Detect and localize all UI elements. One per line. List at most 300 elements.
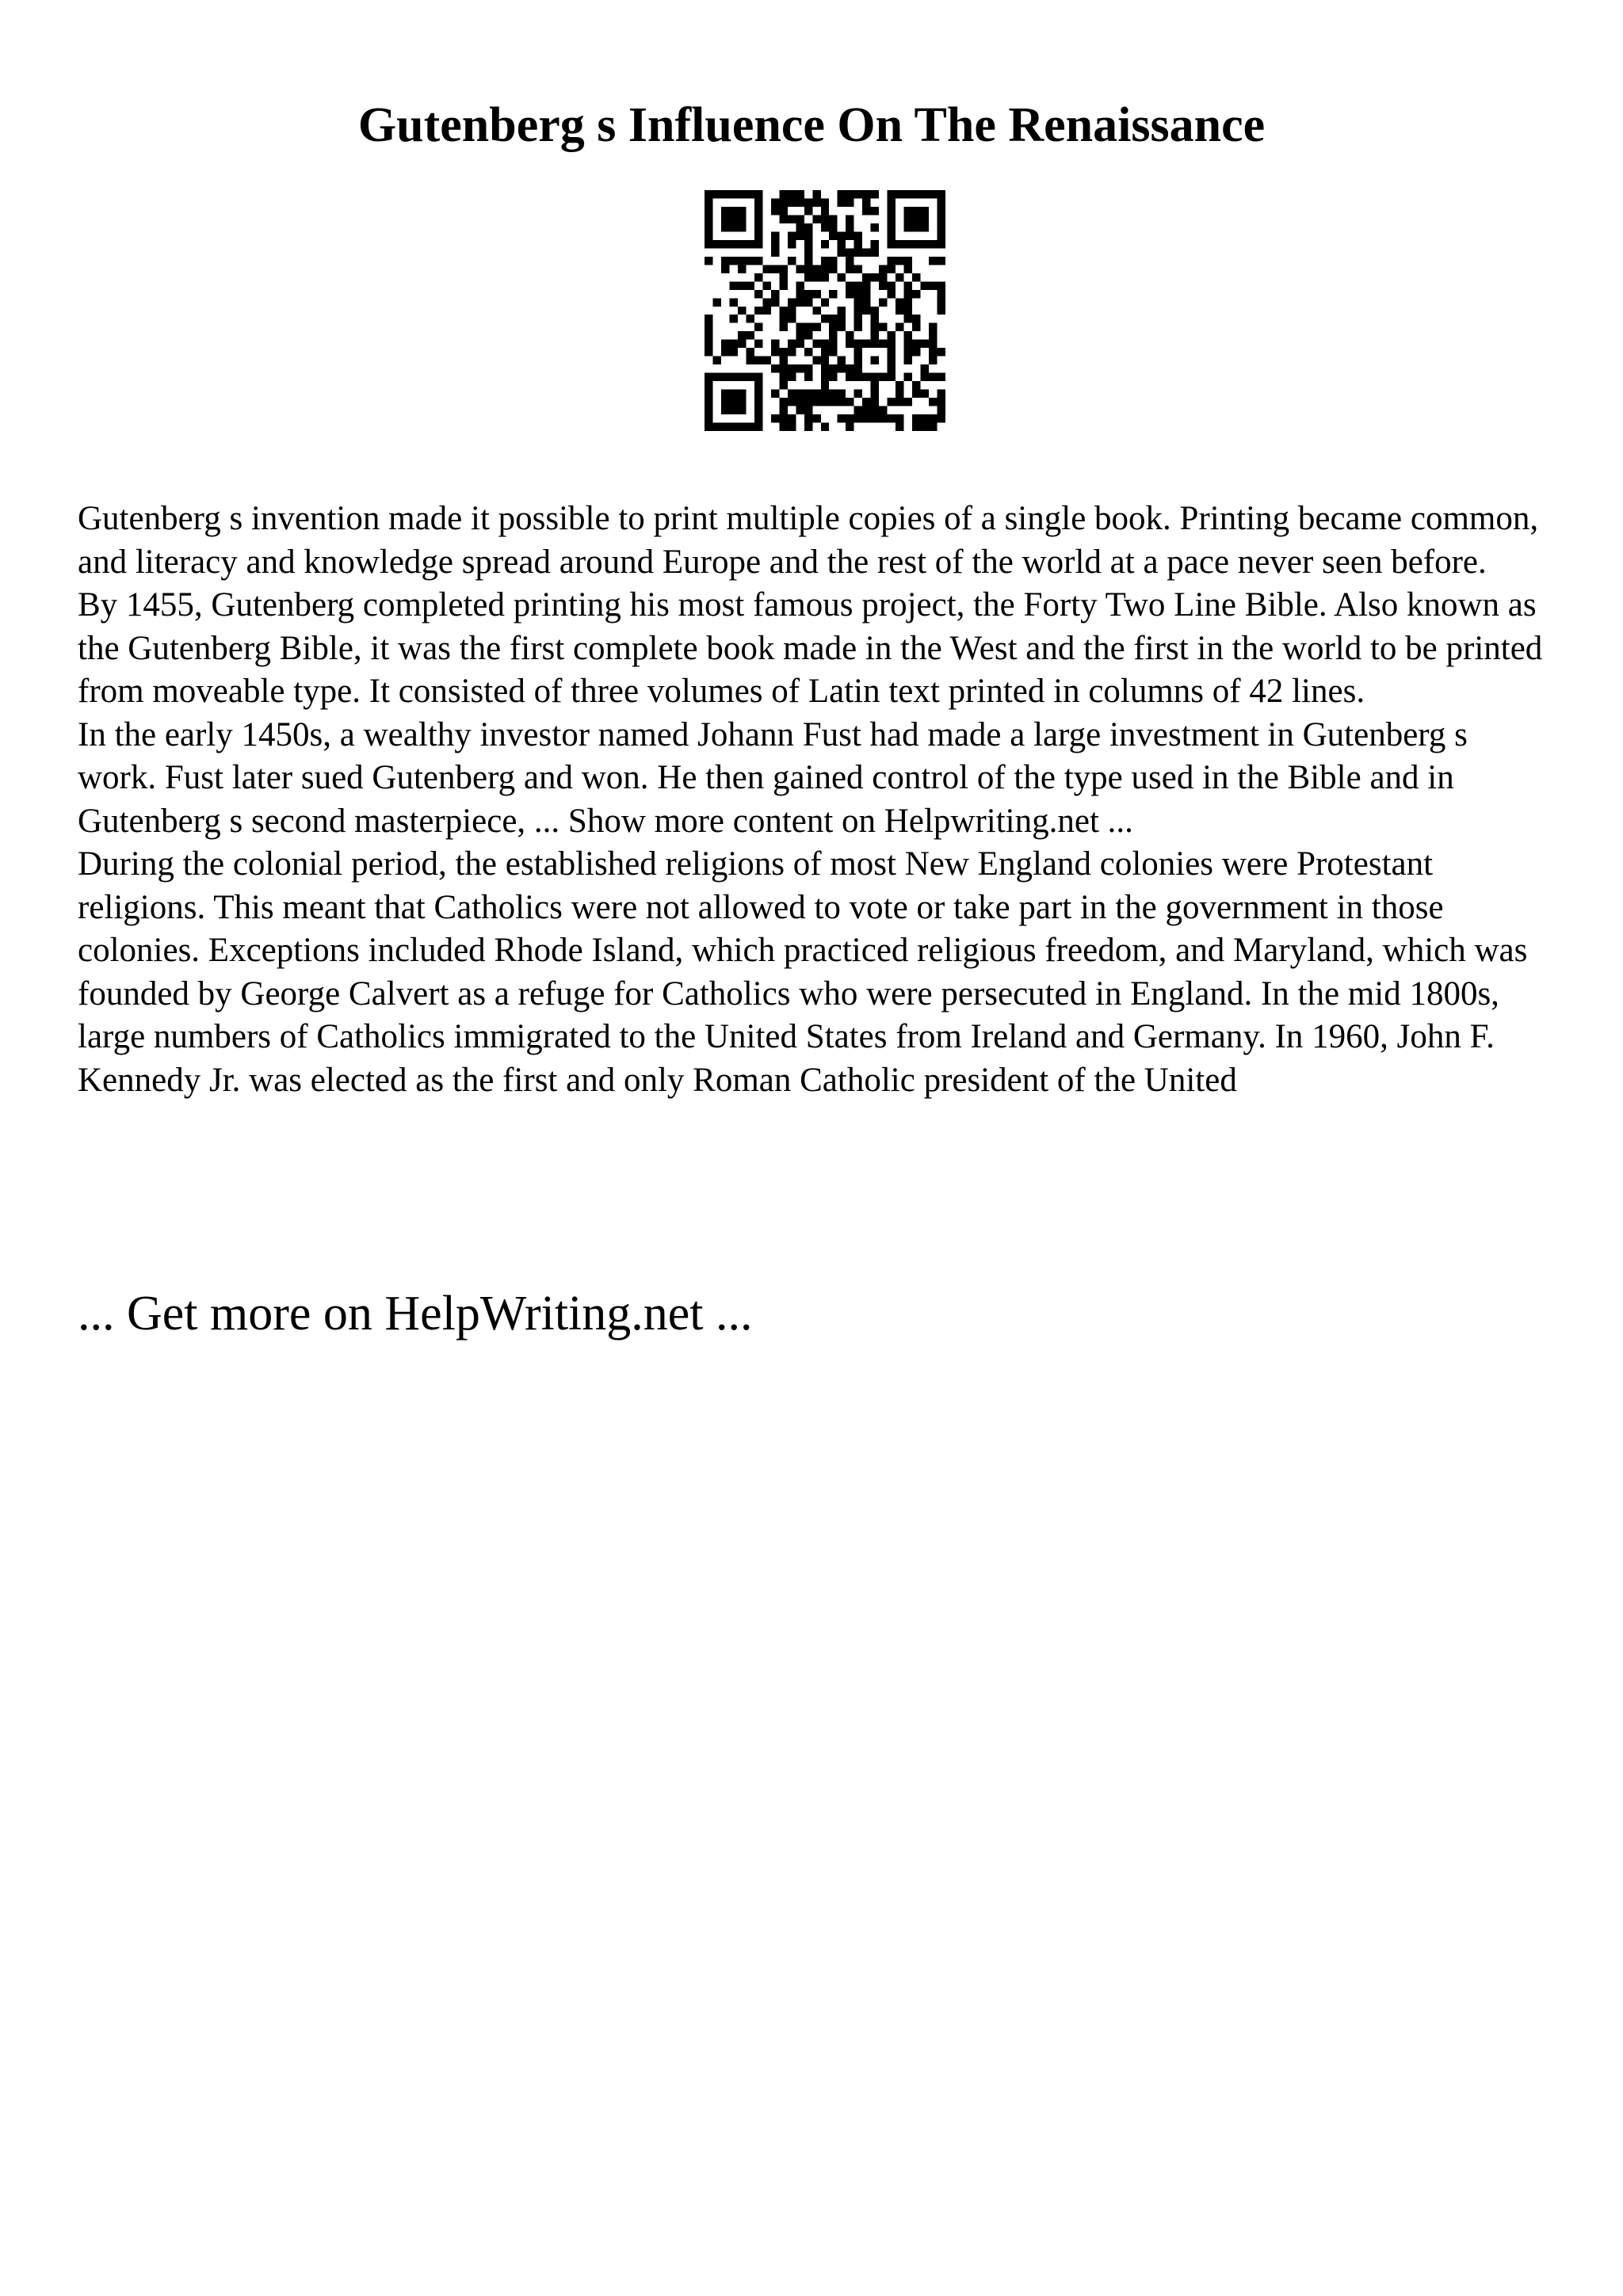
qr-module <box>929 423 937 431</box>
qr-module <box>896 423 903 431</box>
qr-module <box>812 265 820 273</box>
qr-module <box>754 207 762 215</box>
qr-module <box>912 381 920 389</box>
qr-module <box>729 423 737 431</box>
qr-module <box>912 223 920 231</box>
qr-module <box>838 198 846 206</box>
qr-module <box>888 190 896 198</box>
qr-module <box>888 331 896 339</box>
qr-module <box>838 323 846 331</box>
qr-module <box>929 190 937 198</box>
qr-module <box>821 340 829 348</box>
qr-module <box>904 298 912 306</box>
qr-module <box>854 290 862 298</box>
qr-module <box>904 190 912 198</box>
qr-module <box>912 207 920 215</box>
qr-module <box>904 257 912 265</box>
qr-module <box>846 423 854 431</box>
qr-module <box>854 190 862 198</box>
qr-module <box>921 215 929 223</box>
qr-module <box>871 248 879 256</box>
qr-module <box>888 207 896 215</box>
qr-module <box>771 207 779 215</box>
qr-module <box>871 340 879 348</box>
qr-module <box>888 265 896 273</box>
qr-module <box>938 398 945 406</box>
qr-module <box>821 257 829 265</box>
qr-module <box>746 240 754 248</box>
qr-module <box>788 231 796 239</box>
qr-module <box>904 398 912 406</box>
qr-module <box>746 281 754 289</box>
qr-module <box>879 340 887 348</box>
qr-module <box>879 323 887 331</box>
qr-module <box>738 257 746 265</box>
qr-module <box>812 340 820 348</box>
qr-module <box>705 231 712 239</box>
qr-module <box>888 223 896 231</box>
qr-module <box>879 281 887 289</box>
qr-module <box>738 340 746 348</box>
qr-module <box>779 307 787 315</box>
qr-module <box>904 281 912 289</box>
qr-module <box>729 298 737 306</box>
qr-module <box>846 248 854 256</box>
qr-module <box>705 207 712 215</box>
qr-module <box>854 348 862 356</box>
qr-module <box>788 373 796 381</box>
qr-module <box>854 364 862 372</box>
qr-module <box>938 240 945 248</box>
qr-module <box>912 348 920 356</box>
qr-module <box>779 398 787 406</box>
qr-module <box>712 373 720 381</box>
qr-module <box>721 257 729 265</box>
qr-module <box>754 423 762 431</box>
qr-module <box>921 414 929 422</box>
qr-module <box>862 373 870 381</box>
qr-module <box>729 207 737 215</box>
qr-module <box>888 215 896 223</box>
qr-module <box>779 273 787 281</box>
qr-module <box>904 290 912 298</box>
qr-module <box>738 281 746 289</box>
qr-module <box>754 357 762 364</box>
qr-module <box>821 348 829 356</box>
qr-module <box>879 265 887 273</box>
qr-module <box>729 398 737 406</box>
qr-module <box>879 414 887 422</box>
qr-module <box>912 315 920 322</box>
qr-module <box>754 323 762 331</box>
qr-module <box>904 307 912 315</box>
qr-module <box>788 364 796 372</box>
qr-module <box>804 414 812 422</box>
qr-module <box>771 265 779 273</box>
qr-module <box>929 348 937 356</box>
qr-module <box>888 231 896 239</box>
qr-module <box>821 207 829 215</box>
qr-module <box>846 223 854 231</box>
qr-module <box>762 357 770 364</box>
qr-module <box>729 373 737 381</box>
qr-module <box>896 323 903 331</box>
qr-module <box>862 398 870 406</box>
qr-module <box>929 373 937 381</box>
qr-module <box>854 240 862 248</box>
qr-module <box>921 390 929 398</box>
qr-module <box>854 281 862 289</box>
qr-module <box>804 273 812 281</box>
qr-module <box>796 364 804 372</box>
qr-module <box>754 231 762 239</box>
qr-module <box>804 198 812 206</box>
qr-module <box>705 414 712 422</box>
qr-module <box>888 414 896 422</box>
qr-module <box>862 298 870 306</box>
qr-module <box>912 390 920 398</box>
qr-module <box>846 331 854 339</box>
qr-module <box>821 364 829 372</box>
qr-module <box>854 231 862 239</box>
qr-module <box>804 290 812 298</box>
qr-code-icon <box>705 190 945 431</box>
qr-module <box>804 248 812 256</box>
qr-module <box>796 223 804 231</box>
qr-module <box>705 198 712 206</box>
qr-module <box>779 414 787 422</box>
qr-module <box>746 373 754 381</box>
qr-module <box>938 298 945 306</box>
qr-module <box>938 257 945 265</box>
qr-module <box>912 215 920 223</box>
qr-module <box>812 390 820 398</box>
qr-module <box>921 340 929 348</box>
qr-module <box>938 223 945 231</box>
qr-module <box>705 340 712 348</box>
qr-module <box>738 331 746 339</box>
qr-module <box>779 215 787 223</box>
qr-module <box>846 215 854 223</box>
qr-module <box>871 207 879 215</box>
qr-module <box>921 240 929 248</box>
qr-module <box>721 398 729 406</box>
qr-module <box>796 340 804 348</box>
qr-module <box>871 190 879 198</box>
qr-module <box>738 207 746 215</box>
qr-module <box>721 423 729 431</box>
qr-module <box>771 231 779 239</box>
qr-module <box>821 357 829 364</box>
qr-module <box>771 298 779 306</box>
qr-module <box>829 340 837 348</box>
qr-module <box>754 340 762 348</box>
qr-module <box>721 390 729 398</box>
qr-module <box>938 373 945 381</box>
get-more-link[interactable]: ... Get more on HelpWriting.net ... <box>78 1287 753 1341</box>
qr-module <box>779 364 787 372</box>
qr-module <box>912 414 920 422</box>
qr-module <box>804 331 812 339</box>
qr-module <box>829 398 837 406</box>
qr-module <box>862 414 870 422</box>
qr-module <box>705 215 712 223</box>
qr-module <box>788 340 796 348</box>
qr-module <box>904 223 912 231</box>
qr-module <box>896 273 903 281</box>
qr-module <box>871 273 879 281</box>
qr-module <box>829 364 837 372</box>
qr-module <box>871 357 879 364</box>
qr-module <box>938 307 945 315</box>
qr-module <box>888 373 896 381</box>
qr-module <box>779 348 787 356</box>
qr-module <box>838 364 846 372</box>
qr-module <box>779 190 787 198</box>
qr-module <box>821 273 829 281</box>
qr-module <box>721 265 729 273</box>
qr-module <box>938 390 945 398</box>
qr-module <box>812 190 820 198</box>
qr-module <box>804 257 812 265</box>
qr-module <box>771 198 779 206</box>
qr-module <box>762 265 770 273</box>
qr-module <box>746 190 754 198</box>
qr-module <box>721 215 729 223</box>
qr-module <box>746 357 754 364</box>
qr-module <box>938 281 945 289</box>
qr-module <box>912 423 920 431</box>
qr-module <box>921 423 929 431</box>
qr-module <box>796 323 804 331</box>
qr-module <box>705 190 712 198</box>
qr-module <box>705 406 712 414</box>
qr-module <box>729 257 737 265</box>
qr-module <box>771 240 779 248</box>
qr-module <box>829 323 837 331</box>
qr-module <box>721 207 729 215</box>
qr-module <box>888 281 896 289</box>
qr-module <box>721 190 729 198</box>
qr-module <box>904 373 912 381</box>
qr-module <box>854 357 862 364</box>
qr-module <box>888 240 896 248</box>
qr-module <box>771 390 779 398</box>
qr-module <box>871 398 879 406</box>
qr-module <box>796 281 804 289</box>
qr-module <box>754 290 762 298</box>
qr-module <box>921 281 929 289</box>
paragraph-3: In the early 1450s, a wealthy investor named Johann Fust had made a large investment in Gutenberg s work. Fust later sued Gutenberg and won. He then gained control of the type used in the Bible and in Gutenberg s second masterpiece, ... Show more content on Helpwriting.net ... <box>78 715 1468 840</box>
qr-module <box>929 257 937 265</box>
qr-module <box>904 340 912 348</box>
qr-module <box>896 414 903 422</box>
qr-module <box>854 323 862 331</box>
qr-module <box>804 364 812 372</box>
qr-module <box>738 215 746 223</box>
paragraph-1: Gutenberg s invention made it possible to print multiple copies of a single book. Printing became common, and literacy and knowledge spread around Europe and the rest of the world at a pace never seen before. <box>78 500 1539 581</box>
qr-module <box>754 198 762 206</box>
qr-module <box>788 315 796 322</box>
paragraph-2: By 1455, Gutenberg completed printing his most famous project, the Forty Two Line Bible. Also known as the Gutenberg Bible, it was the first complete book made in the West and the first in the world to be printed from moveable type. It consisted of three volumes of Latin text printed in columns of 42 lines. <box>78 586 1543 710</box>
qr-module <box>821 423 829 431</box>
qr-module <box>721 373 729 381</box>
qr-module <box>862 406 870 414</box>
qr-module <box>871 323 879 331</box>
qr-module <box>912 290 920 298</box>
qr-module <box>846 414 854 422</box>
qr-module <box>846 198 854 206</box>
qr-module <box>838 240 846 248</box>
qr-module <box>929 281 937 289</box>
qr-module <box>829 331 837 339</box>
qr-module <box>904 207 912 215</box>
qr-module <box>821 265 829 273</box>
qr-module <box>754 257 762 265</box>
qr-module <box>721 406 729 414</box>
qr-module <box>779 373 787 381</box>
qr-module <box>879 406 887 414</box>
document-title: Gutenberg s Influence On The Renaissance <box>357 98 1266 152</box>
qr-module <box>771 414 779 422</box>
qr-module <box>729 390 737 398</box>
qr-module <box>796 215 804 223</box>
qr-module <box>938 215 945 223</box>
qr-module <box>738 373 746 381</box>
qr-module <box>738 265 746 273</box>
qr-module <box>712 357 720 364</box>
qr-module <box>738 223 746 231</box>
qr-module <box>921 364 929 372</box>
qr-module <box>854 298 862 306</box>
qr-module <box>938 290 945 298</box>
qr-module <box>754 398 762 406</box>
qr-module <box>812 357 820 364</box>
qr-module <box>705 390 712 398</box>
qr-module <box>888 348 896 356</box>
qr-module <box>921 207 929 215</box>
qr-module <box>771 364 779 372</box>
qr-module <box>912 323 920 331</box>
qr-module <box>862 207 870 215</box>
qr-module <box>888 290 896 298</box>
qr-module <box>854 390 862 398</box>
qr-module <box>896 257 903 265</box>
qr-module <box>838 398 846 406</box>
qr-module <box>754 190 762 198</box>
qr-module <box>829 290 837 298</box>
qr-module <box>862 190 870 198</box>
qr-module <box>754 307 762 315</box>
qr-module <box>896 240 903 248</box>
qr-module <box>862 290 870 298</box>
qr-module <box>838 315 846 322</box>
qr-module <box>921 190 929 198</box>
qr-module <box>796 331 804 339</box>
qr-module <box>871 223 879 231</box>
qr-module <box>904 331 912 339</box>
qr-module <box>796 265 804 273</box>
qr-module <box>746 423 754 431</box>
qr-module <box>829 390 837 398</box>
qr-module <box>738 398 746 406</box>
qr-module <box>821 398 829 406</box>
qr-module <box>871 381 879 389</box>
qr-module <box>705 257 712 265</box>
qr-module <box>804 348 812 356</box>
qr-module <box>762 281 770 289</box>
qr-module <box>938 348 945 356</box>
qr-module <box>804 406 812 414</box>
qr-module <box>779 265 787 273</box>
qr-module <box>846 398 854 406</box>
qr-module <box>862 340 870 348</box>
paragraph-4: During the colonial period, the established religions of most New England colonies were Protestant religions. This meant that Catholics were not allowed to vote or take part in the government in those colonies. Exceptions included Rhode Island, which practiced religious freedom, and Maryland, which was founded by George Calvert as a refuge for Catholics who were persecuted in England. In the mid 1800s, large numbers of Catholics immigrated to the United States from Ireland and Germany. In 1960, John F. Kennedy Jr. was elected as the first and only Roman Catholic president of the United <box>78 845 1528 1099</box>
qr-code-graphic <box>705 190 945 431</box>
qr-module <box>921 223 929 231</box>
qr-module <box>871 240 879 248</box>
qr-module <box>929 357 937 364</box>
qr-module <box>796 190 804 198</box>
qr-module <box>804 231 812 239</box>
qr-module <box>705 223 712 231</box>
qr-module <box>854 406 862 414</box>
qr-module <box>804 390 812 398</box>
qr-module <box>754 240 762 248</box>
qr-module <box>829 373 837 381</box>
qr-module <box>888 398 896 406</box>
qr-module <box>904 357 912 364</box>
qr-module <box>738 390 746 398</box>
qr-module <box>904 265 912 273</box>
qr-module <box>746 331 754 339</box>
qr-module <box>812 323 820 331</box>
qr-module <box>788 240 796 248</box>
qr-module <box>838 414 846 422</box>
qr-module <box>846 265 854 273</box>
qr-module <box>804 223 812 231</box>
qr-module <box>804 323 812 331</box>
qr-module <box>705 398 712 406</box>
qr-module <box>871 414 879 422</box>
qr-module <box>862 307 870 315</box>
qr-module <box>912 340 920 348</box>
qr-module <box>729 190 737 198</box>
qr-module <box>812 290 820 298</box>
qr-module <box>829 348 837 356</box>
qr-module <box>721 240 729 248</box>
qr-module <box>912 240 920 248</box>
qr-module <box>938 198 945 206</box>
qr-module <box>779 198 787 206</box>
qr-module <box>838 390 846 398</box>
qr-module <box>721 340 729 348</box>
qr-module <box>804 207 812 215</box>
qr-module <box>705 381 712 389</box>
qr-module <box>929 331 937 339</box>
qr-module <box>838 273 846 281</box>
qr-module <box>838 231 846 239</box>
qr-module <box>788 398 796 406</box>
qr-module <box>879 373 887 381</box>
qr-module <box>779 381 787 389</box>
qr-module <box>779 207 787 215</box>
qr-module <box>705 348 712 356</box>
qr-module <box>929 340 937 348</box>
qr-module <box>729 315 737 322</box>
qr-module <box>846 190 854 198</box>
qr-module <box>705 373 712 381</box>
